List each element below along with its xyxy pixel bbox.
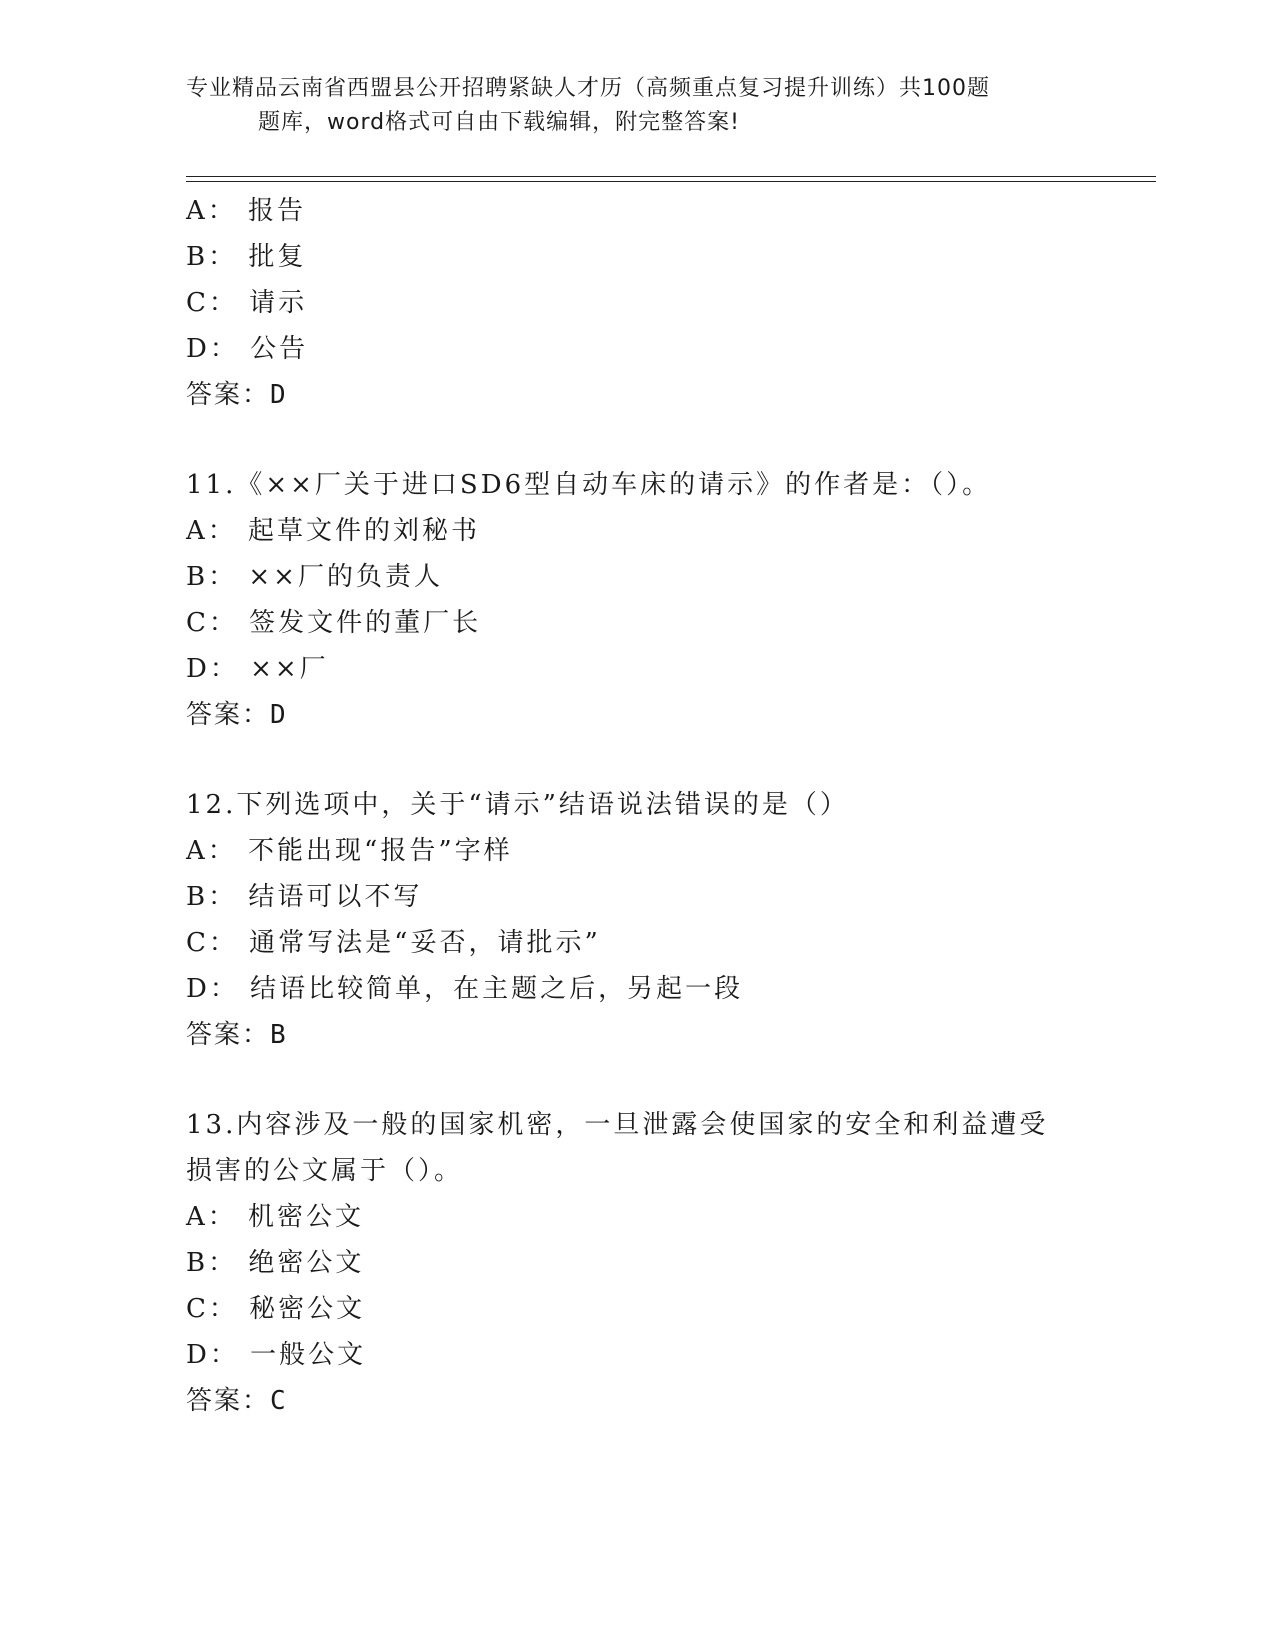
option-d: D： 一般公文 xyxy=(186,1340,367,1370)
answer-line xyxy=(186,1378,1086,1424)
option-a: A： 不能出现“报告”字样 xyxy=(186,836,513,866)
answer-label: 答案： xyxy=(186,700,271,730)
answer-line xyxy=(186,692,1086,738)
option-a: A： 机密公文 xyxy=(186,1202,365,1232)
question-block xyxy=(186,462,1086,738)
option-c: C： 请示 xyxy=(186,288,308,318)
option-b: B： 绝密公文 xyxy=(186,1248,365,1278)
question-block xyxy=(186,1102,1086,1424)
answer-value: D xyxy=(270,380,288,410)
question-stem: 12.下列选项中，关于“请示”结语说法错误的是（） xyxy=(186,790,849,820)
question-block xyxy=(186,782,1086,1058)
question-list xyxy=(186,188,1086,1424)
question-stem: 11.《××厂关于进口SD6型自动车床的请示》的作者是：（）。 xyxy=(186,470,992,500)
option-b: B： 批复 xyxy=(186,242,307,272)
document-header xyxy=(186,72,1086,140)
option-c: C： 秘密公文 xyxy=(186,1294,366,1324)
option-d: D： 公告 xyxy=(186,334,309,364)
header-divider-top xyxy=(186,176,1156,177)
answer-value: D xyxy=(270,700,288,730)
question-block xyxy=(186,188,1086,418)
option-a: A： 报告 xyxy=(186,196,307,226)
header-title-line-1: 专业精品云南省西盟县公开招聘紧缺人才历（高频重点复习提升训练）共100题 xyxy=(186,76,990,101)
answer-line xyxy=(186,372,1086,418)
question-stem: 13.内容涉及一般的国家机密，一旦泄露会使国家的安全和利益遭受损害的公文属于（）。 xyxy=(186,1110,1049,1186)
option-b: B： 结语可以不写 xyxy=(186,882,423,912)
answer-line xyxy=(186,1012,1086,1058)
option-a: A： 起草文件的刘秘书 xyxy=(186,516,481,546)
option-c: C： 签发文件的董厂长 xyxy=(186,608,482,638)
option-b: B： ××厂的负责人 xyxy=(186,562,443,592)
answer-label: 答案： xyxy=(186,380,271,410)
answer-label: 答案： xyxy=(186,1020,271,1050)
header-title-line-2: 题库，word格式可自由下载编辑，附完整答案! xyxy=(258,110,740,135)
option-c: C： 通常写法是“妥否，请批示” xyxy=(186,928,601,958)
option-d: D： ××厂 xyxy=(186,654,329,684)
answer-label: 答案： xyxy=(186,1386,271,1416)
header-divider-bottom xyxy=(186,181,1156,182)
answer-value: C xyxy=(270,1386,288,1416)
answer-value: B xyxy=(270,1020,288,1050)
option-d: D： 结语比较简单，在主题之后，另起一段 xyxy=(186,974,744,1004)
